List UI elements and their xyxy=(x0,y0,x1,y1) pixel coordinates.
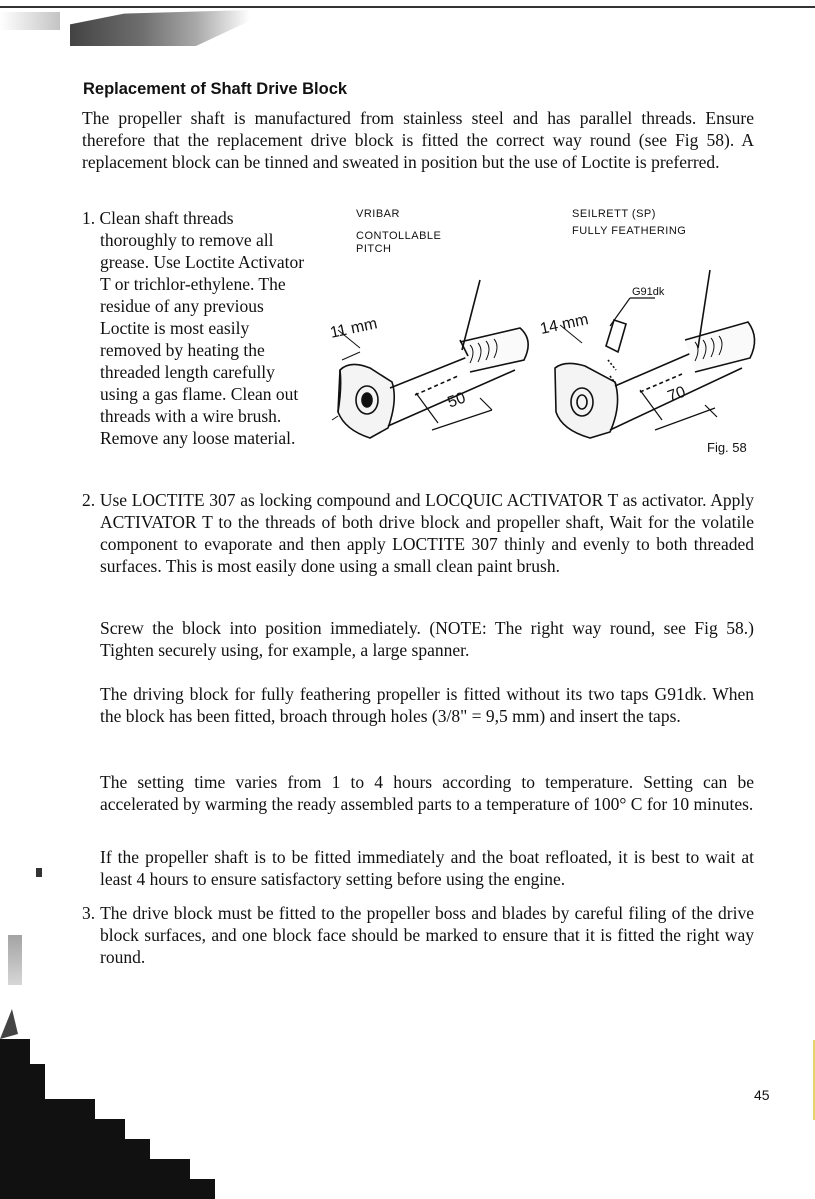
step-1 xyxy=(82,207,307,449)
scan-smudge xyxy=(70,10,250,46)
step-number: 3. xyxy=(82,903,96,923)
fig-left-subtitle: CONTOLLABLE xyxy=(356,230,442,242)
step-text: Use LOCTITE 307 as locking compound and LOCQUIC ACTIVATOR T as activator. Apply ACTIVATOR T to the threads of both drive block and propeller shaft, Wait for the volatile component to evaporate and then apply LOCTITE 307 thinly and evenly to both threaded surfaces. This is most easily done using a small clean paint brush. xyxy=(99,490,755,576)
fig-tap-label: G91dk xyxy=(632,286,665,298)
scan-smudge xyxy=(0,12,60,30)
scan-smudge xyxy=(8,935,22,985)
step-text: Clean shaft threads thoroughly to remove all grease. Use Loctite Activator T or trichlor-ethylene. The residue of any previous Loctite is most easily removed by heating the threaded length carefully using a gas flame. Clean out threads with a wire brush. Remove any loose material. xyxy=(99,208,305,448)
fig-left-dimension: 11 mm xyxy=(328,315,379,342)
page-number: 45 xyxy=(754,1087,770,1103)
fig-left-length: 50 xyxy=(445,389,468,412)
screw-paragraph: Screw the block into position immediately. (NOTE: The right way round, see Fig 58.) Tighten securely using, for example, a large spanner. xyxy=(100,618,754,660)
refloat-paragraph: If the propeller shaft is to be fitted immediately and the boat refloated, it is best to wait at least 4 hours to ensure satisfactory setting before using the engine. xyxy=(100,847,754,889)
fig-drawing xyxy=(310,200,765,450)
driving-block-paragraph: The driving block for fully feathering propeller is fitted without its two taps G91dk. When the block has been fitted, broach through holes (3/8" = 9,5 mm) and insert the taps. xyxy=(100,684,754,726)
fig-left-subtitle-2: PITCH xyxy=(356,243,392,255)
setting-time-paragraph: The setting time varies from 1 to 4 hours according to temperature. Setting can be accelerated by warming the ready assembled parts to a temperature of 100° C for 10 minutes. xyxy=(100,772,754,814)
scan-speck xyxy=(36,868,42,877)
fig-right-subtitle: FULLY FEATHERING xyxy=(572,225,687,237)
fig-right-length: 70 xyxy=(665,383,688,406)
section-heading: Replacement of Shaft Drive Block xyxy=(83,80,348,98)
fig-left-title: VRIBAR xyxy=(356,208,400,220)
fig-right-dimension: 14 mm xyxy=(538,311,591,338)
step-number: 1. xyxy=(82,208,96,228)
step-number: 2. xyxy=(82,490,96,510)
step-2 xyxy=(82,489,754,577)
scan-top-rule xyxy=(0,6,815,8)
figure-58 xyxy=(310,200,765,470)
step-text: The drive block must be fitted to the propeller boss and blades by careful filing of the drive block surfaces, and one block face should be marked to ensure that it is fitted the right way round. xyxy=(100,903,754,967)
step-3 xyxy=(82,902,754,968)
scan-edge-shadow xyxy=(0,1009,240,1199)
figure-caption: Fig. 58 xyxy=(707,440,747,455)
fig-right-title: SEILRETT (SP) xyxy=(572,208,656,220)
intro-paragraph: The propeller shaft is manufactured from stainless steel and has parallel threads. Ensure therefore that the replacement drive block is fitted the correct way round (see Fig 58). A replacement block can be tinned and sweated in position but the use of Loctite is preferred. xyxy=(82,108,754,172)
